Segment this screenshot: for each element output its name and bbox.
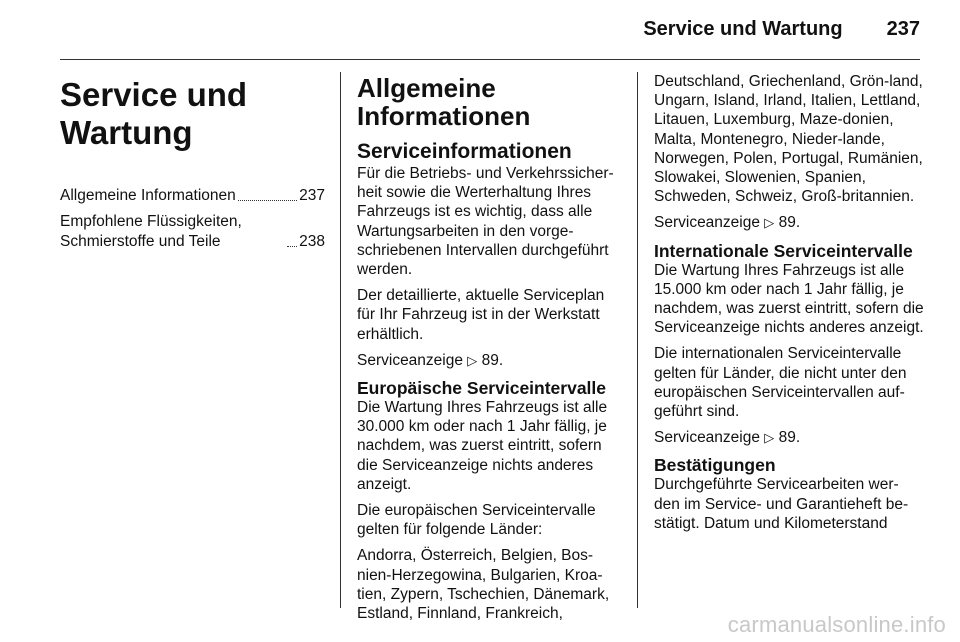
paragraph: Die internationalen Serviceintervalle gelten für Länder, die nicht unter den europäischen Serviceintervallen auf-geführt sind. — [654, 345, 907, 421]
cross-reference-text: Serviceanzeige — [654, 214, 760, 232]
running-header-title: Service und Wartung — [643, 18, 843, 40]
cross-reference-text: Serviceanzeige — [654, 429, 760, 447]
header-rule — [60, 59, 920, 60]
paragraph: Die Wartung Ihres Fahrzeugs ist alle 30.000 km oder nach 1 Jahr fällig, je nachdem, was zuerst eintritt, sofern die Serviceanzeige nichts anderes anzeigt. — [357, 399, 608, 493]
paragraph: Die Wartung Ihres Fahrzeugs ist alle 15.000 km oder nach 1 Jahr fällig, je nachdem, was zuerst eintritt, sofern die Serviceanzeige nichts anderes anzeigt. — [654, 261, 924, 337]
cross-reference-text: Serviceanzeige — [357, 351, 463, 369]
subsection-title-confirmations: Bestätigungen — [654, 455, 776, 476]
subsection-title-service-info: Serviceinformationen — [357, 140, 572, 163]
column-divider — [637, 72, 638, 608]
subsection-title-european: Europäische Serviceintervalle — [357, 378, 607, 399]
cross-reference[interactable] — [654, 213, 924, 232]
arrow-right-outline-icon: ▷ — [467, 352, 478, 368]
paragraph: Die europäischen Serviceintervalle gelten für folgende Länder: — [357, 502, 596, 539]
arrow-right-outline-icon: ▷ — [764, 430, 775, 446]
paragraph: Andorra, Österreich, Belgien, Bos-nien-Herzegowina, Bulgarien, Kroa-tien, Zypern, Tschechien, Dänemark, Estland, Finnland, Frankreich, — [357, 547, 610, 623]
toc-entry[interactable] — [60, 186, 325, 206]
toc-entry-text: Empfohlene Flüssigkeiten, Schmierstoffe und Teile — [60, 213, 242, 250]
toc-leader-dots — [238, 200, 297, 201]
toc-entry-text: Allgemeine Informationen — [60, 187, 236, 204]
cross-reference[interactable] — [357, 351, 622, 370]
subsection-title-international: Internationale Serviceintervalle — [654, 240, 913, 261]
paragraph: Durchgeführte Servicearbeiten wer-den im Service- und Garantieheft be-stätigt. Datum und Kilometerstand — [654, 476, 909, 532]
cross-reference-page: 89. — [778, 429, 801, 447]
toc-entry-page: 237 — [299, 187, 325, 204]
paragraph: Deutschland, Griechenland, Grön-land, Ungarn, Island, Irland, Italien, Lettland, Litauen, Luxemburg, Maze-donien, Malta, Montenegro, Nieder-lande, Norwegen, Polen, Portugal, Rumänien, Slowakei, Slowenien, Spanien, Schweden, Schweiz, Groß-britannien. — [654, 73, 923, 206]
paragraph: Für die Betriebs- und Verkehrssicher-heit sowie die Werterhaltung Ihres Fahrzeugs ist es wichtig, dass alle Wartungsarbeiten in den vorge-schriebenen Intervallen durchgeführt werden. — [357, 165, 614, 279]
section-title: Allgemeine Informationen — [357, 73, 531, 131]
text-column-3 — [654, 72, 924, 540]
text-column-2 — [357, 72, 622, 630]
toc-leader-dots — [287, 246, 297, 247]
paragraph: Der detaillierte, aktuelle Serviceplan für Ihr Fahrzeug ist in der Werkstatt erhältlich. — [357, 287, 605, 343]
chapter-toc-column — [60, 72, 325, 258]
column-divider — [340, 72, 341, 608]
watermark: carmanualsonline.info — [727, 612, 946, 637]
toc-entry-page: 238 — [299, 233, 325, 250]
page-number: 237 — [886, 18, 920, 40]
arrow-right-outline-icon: ▷ — [764, 215, 775, 231]
chapter-title: Service und Wartung — [60, 76, 248, 151]
toc-entry[interactable] — [60, 212, 325, 252]
cross-reference[interactable] — [654, 428, 924, 447]
running-header — [60, 18, 920, 41]
cross-reference-page: 89. — [481, 351, 504, 369]
cross-reference-page: 89. — [778, 214, 801, 232]
